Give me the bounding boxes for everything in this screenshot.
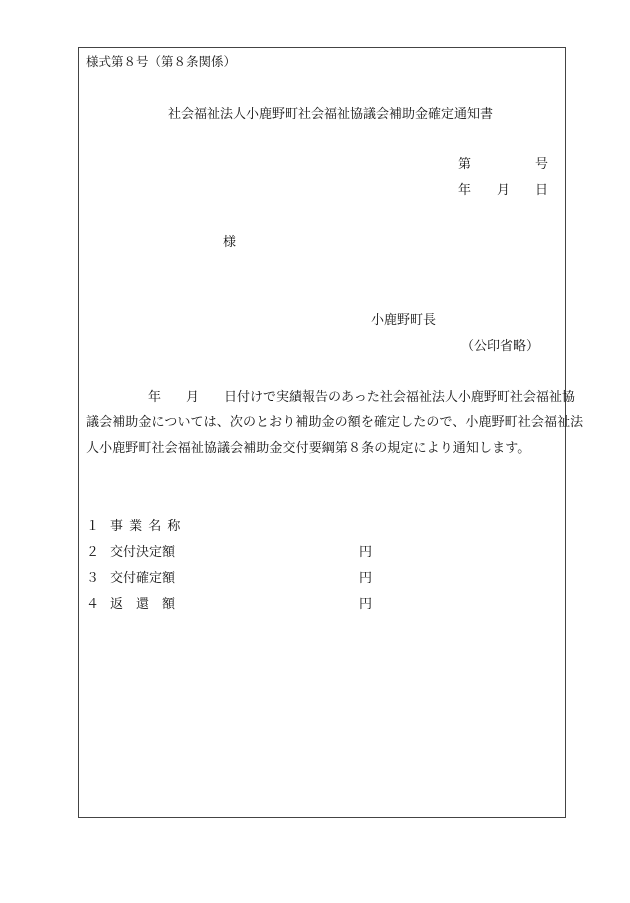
item-number: ２	[86, 545, 100, 560]
item-label: 返 還 額	[110, 597, 176, 612]
item-number: ３	[86, 571, 100, 586]
addressee-suffix: 様	[223, 235, 237, 250]
item-number: １	[86, 519, 100, 534]
item-unit: 円	[359, 545, 373, 560]
seal-note: （公印省略）	[461, 339, 540, 354]
document-title: 社会福祉法人小鹿野町社会福祉協議会補助金確定通知書	[168, 107, 494, 122]
date-year: 年	[458, 183, 472, 198]
body-line-1: 日付けで実績報告のあった社会福祉法人小鹿野町社会福祉協	[224, 390, 575, 405]
form-label: 様式第８号（第８条関係）	[86, 54, 237, 69]
body-year: 年	[148, 390, 162, 405]
date-day: 日	[535, 183, 549, 198]
number-prefix: 第	[458, 157, 472, 172]
body-month: 月	[186, 390, 200, 405]
item-number: ４	[86, 597, 100, 612]
item-unit: 円	[359, 571, 373, 586]
item-label: 交付決定額	[110, 545, 176, 560]
document-border	[78, 47, 566, 818]
item-label: 交付確定額	[110, 571, 176, 586]
number-suffix: 号	[535, 157, 549, 172]
body-line-3: 人小鹿野町社会福祉協議会補助金交付要綱第８条の規定により通知します。	[86, 441, 531, 456]
item-label: 事 業 名 称	[110, 519, 182, 534]
item-unit: 円	[359, 597, 373, 612]
issuer-name: 小鹿野町長	[371, 313, 437, 328]
body-line-2: 議会補助金については、次のとおり補助金の額を確定したので、小鹿野町社会福祉法	[86, 415, 584, 430]
date-month: 月	[497, 183, 511, 198]
